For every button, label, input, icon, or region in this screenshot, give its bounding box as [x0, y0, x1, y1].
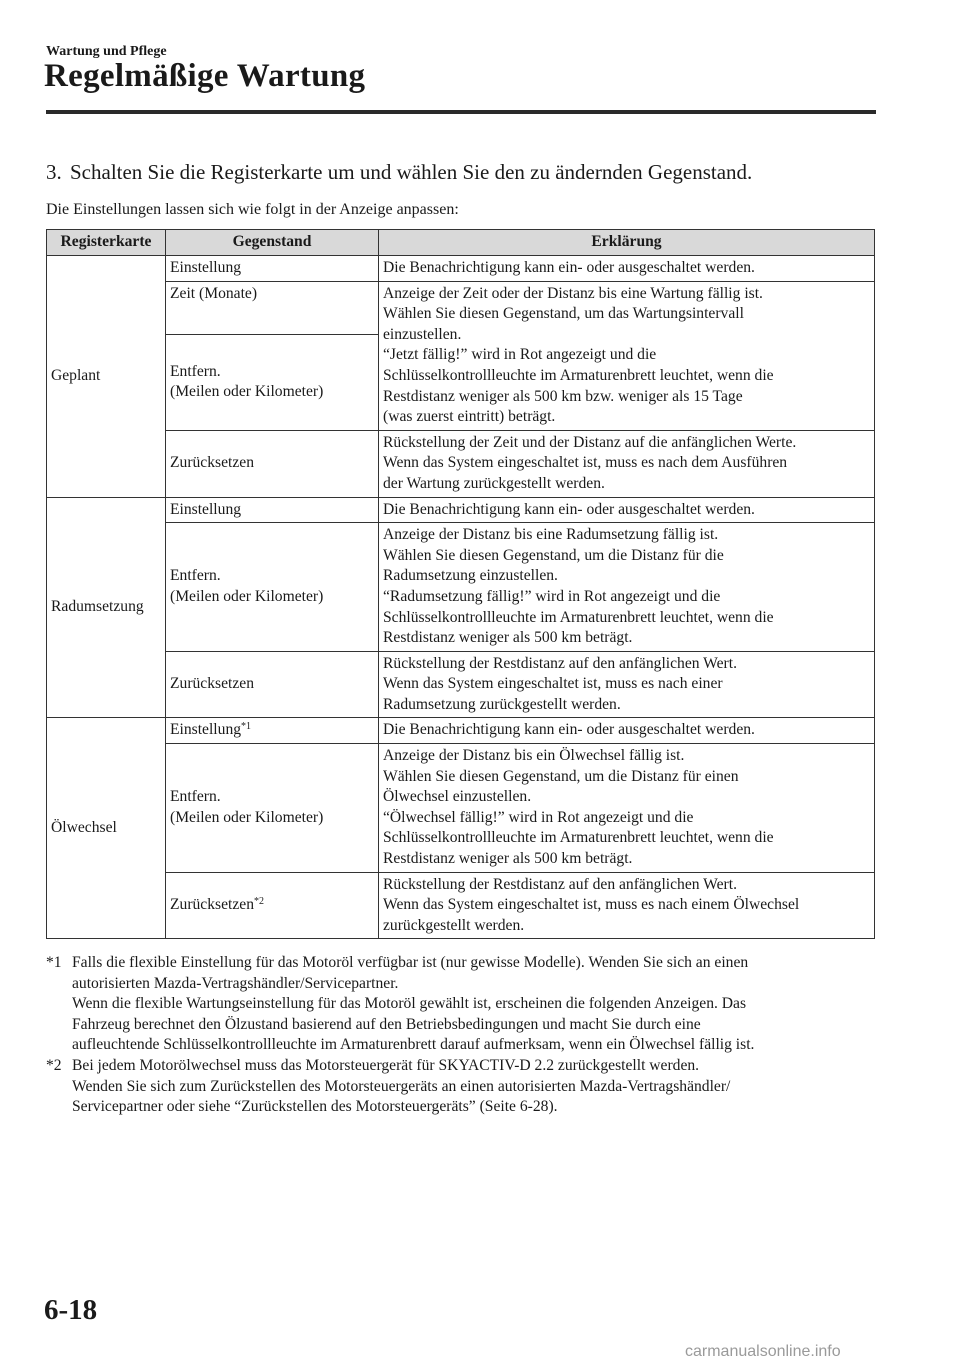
text-line: (was zuerst eintritt) beträgt. [383, 408, 556, 426]
text-line: Schlüsselkontrollleuchte im Armaturenbrett leuchtet, wenn die [383, 608, 774, 626]
table-row [47, 281, 875, 334]
text-line: Falls die flexible Einstellung für das Motoröl verfügbar ist (nur gewisse Modelle). Wenden Sie sich an einen [72, 954, 749, 971]
explanation-reset [379, 651, 875, 718]
item-zeit: Zeit (Monate) [166, 281, 379, 334]
text-line: Restdistanz weniger als 500 km beträgt. [383, 850, 633, 868]
footnote-ref: *1 [241, 721, 252, 733]
text-line: Entfern. [170, 362, 221, 380]
footnote [46, 1056, 876, 1118]
item-entfern [166, 744, 379, 873]
footnote-body [72, 953, 876, 1056]
item-zuruecksetzen: Zurücksetzen [166, 651, 379, 718]
text-line: (Meilen oder Kilometer) [170, 587, 324, 605]
text-line: “Jetzt fällig!” wird in Rot angezeigt und die [383, 346, 657, 364]
item-einstellung: Einstellung [166, 256, 379, 282]
footnote-body [72, 1056, 876, 1118]
table-row [47, 256, 875, 282]
text-line: Fahrzeug berechnet den Ölzustand basierend auf den Betriebsbedingungen und macht Sie durch eine [72, 1015, 701, 1033]
text-line: Ölwechsel einzustellen. [383, 788, 532, 806]
explanation-reset [379, 872, 875, 939]
watermark: carmanualsonline.info [685, 1343, 841, 1360]
footnote-mark: *1 [46, 954, 62, 971]
explanation-distanz [379, 744, 875, 873]
text-line: Anzeige der Zeit oder der Distanz bis eine Wartung fällig ist. [383, 284, 763, 302]
text-line: Wenn das System eingeschaltet ist, muss es nach einem Ölwechsel [383, 896, 800, 914]
text-line: aufleuchtende Schlüsselkontrollleuchte im Armaturenbrett darauf aufmerksam, wenn ein Ölwechsel fällig ist. [72, 1036, 755, 1054]
explanation: Die Benachrichtigung kann ein- oder ausgeschaltet werden. [379, 718, 875, 744]
text-line: Wenn die flexible Wartungseinstellung für das Motoröl gewählt ist, erscheinen die folgenden Anzeigen. Das [72, 995, 747, 1013]
text-line: Wenn das System eingeschaltet ist, muss es nach dem Ausführen [383, 454, 788, 472]
table-row [47, 744, 875, 873]
explanation-reset [379, 430, 875, 497]
item-entfern [166, 334, 379, 430]
text-line: “Radumsetzung fällig!” wird in Rot angezeigt und die [383, 587, 721, 605]
text-line: Rückstellung der Zeit und der Distanz auf die anfänglichen Werte. [383, 433, 797, 451]
footnote-ref: *2 [254, 896, 264, 908]
text-line: Schlüsselkontrollleuchte im Armaturenbrett leuchtet, wenn die [383, 366, 774, 384]
header-erklaerung: Erklärung [379, 230, 875, 256]
footnote-mark: *2 [46, 1056, 62, 1074]
text-line: Servicepartner oder siehe “Zurückstellen des Motorsteuergeräts” (Seite 6-28). [72, 1098, 558, 1116]
tab-oelwechsel: Ölwechsel [47, 718, 166, 939]
text-line: Restdistanz weniger als 500 km beträgt. [383, 629, 633, 647]
table-header-row [47, 230, 875, 256]
item-label: Einstellung [170, 721, 242, 739]
header-registerkarte: Registerkarte [47, 230, 166, 256]
tab-radumsetzung: Radumsetzung [47, 497, 166, 718]
text-line: Anzeige der Distanz bis eine Radumsetzung fällig ist. [383, 526, 719, 544]
page-title: Regelmäßige Wartung [44, 58, 366, 94]
table-row [47, 523, 875, 652]
text-line: “Ölwechsel fällig!” wird in Rot angezeigt und die [383, 808, 694, 826]
text-line: Wenn das System eingeschaltet ist, muss es nach einer [383, 675, 723, 693]
explanation: Die Benachrichtigung kann ein- oder ausgeschaltet werden. [379, 497, 875, 523]
table-row [47, 497, 875, 523]
text-line: Wählen Sie diesen Gegenstand, um die Distanz für einen [383, 767, 739, 785]
text-line: einzustellen. [383, 325, 462, 343]
text-line: Rückstellung der Restdistanz auf den anfänglichen Wert. [383, 654, 737, 672]
item-einstellung: Einstellung [166, 497, 379, 523]
text-line: Entfern. [170, 788, 221, 806]
text-line: Rückstellung der Restdistanz auf den anfänglichen Wert. [383, 875, 737, 893]
text-line: autorisierten Mazda-Vertragshändler/Servicepartner. [72, 974, 399, 992]
page-number: 6-18 [44, 1294, 98, 1326]
item-entfern [166, 523, 379, 652]
text-line: der Wartung zurückgestellt werden. [383, 474, 605, 492]
text-line: Wählen Sie diesen Gegenstand, um das Wartungsintervall [383, 305, 744, 323]
explanation-distanz [379, 523, 875, 652]
item-zuruecksetzen [166, 872, 379, 939]
item-zuruecksetzen: Zurücksetzen [166, 430, 379, 497]
intro-text: Die Einstellungen lassen sich wie folgt in der Anzeige anpassen: [46, 201, 459, 218]
text-line: Bei jedem Motorölwechsel muss das Motorsteuergerät für SKYACTIV-D 2.2 zurückgestellt werden. [72, 1056, 700, 1074]
title-divider [46, 110, 876, 114]
text-line: Anzeige der Distanz bis ein Ölwechsel fällig ist. [383, 747, 685, 765]
item-einstellung [166, 718, 379, 744]
text-line: Schlüsselkontrollleuchte im Armaturenbrett leuchtet, wenn die [383, 829, 774, 847]
explanation: Die Benachrichtigung kann ein- oder ausgeschaltet werden. [379, 256, 875, 282]
step-heading [46, 160, 752, 185]
step-number: 3. [46, 160, 62, 184]
text-line: Wählen Sie diesen Gegenstand, um die Distanz für die [383, 546, 724, 564]
settings-table [46, 229, 875, 939]
text-line: (Meilen oder Kilometer) [170, 383, 324, 401]
table-row [47, 430, 875, 497]
text-line: Radumsetzung einzustellen. [383, 567, 558, 585]
table-row [47, 718, 875, 744]
footnote [46, 953, 876, 1056]
text-line: Wenden Sie sich zum Zurückstellen des Motorsteuergeräts an einen autorisierten Mazda-Vertragshändler/ [72, 1077, 731, 1095]
text-line: Entfern. [170, 567, 221, 585]
section-label: Wartung und Pflege [46, 44, 167, 59]
table-row [47, 651, 875, 718]
item-label: Zurücksetzen [170, 896, 254, 914]
text-line: Radumsetzung zurückgestellt werden. [383, 695, 621, 713]
footnotes [46, 953, 876, 1118]
table-row [47, 872, 875, 939]
text-line: (Meilen oder Kilometer) [170, 808, 324, 826]
step-text: Schalten Sie die Registerkarte um und wählen Sie den zu ändernden Gegenstand. [70, 160, 753, 184]
text-line: zurückgestellt werden. [383, 916, 525, 934]
text-line: Restdistanz weniger als 500 km bzw. weniger als 15 Tage [383, 387, 743, 405]
header-gegenstand: Gegenstand [166, 230, 379, 256]
tab-geplant: Geplant [47, 256, 166, 498]
explanation-distanz [379, 281, 875, 430]
